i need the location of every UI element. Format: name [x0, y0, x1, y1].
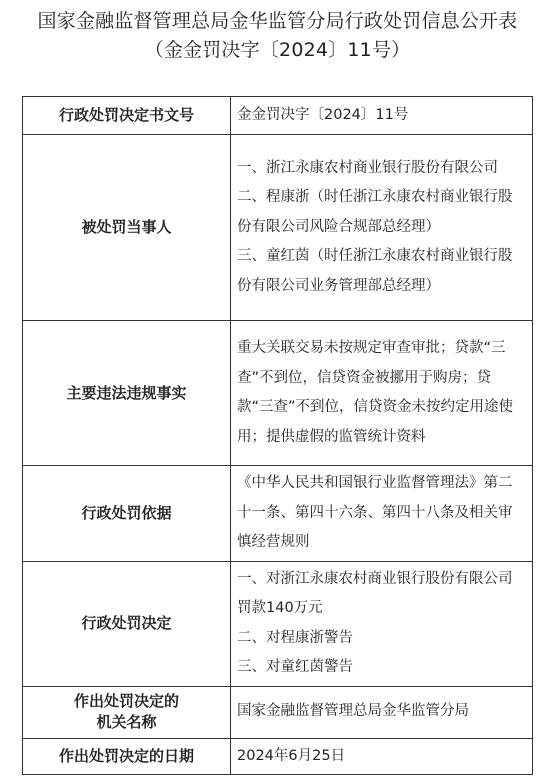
table-row [23, 321, 533, 466]
punished-party-1: 一、浙江永康农村商业银行股份有限公司 [237, 159, 498, 176]
table-row [23, 466, 533, 562]
row-value-penalty-decision [231, 561, 533, 686]
table-row [23, 97, 533, 135]
authority-name-text: 国家金融监督管理总局金华监管分局 [237, 703, 469, 720]
title-line-1: 国家金融监督管理总局金华监管分局行政处罚信息公开表 [37, 10, 518, 32]
punished-party-2: 二、程康浙（时任浙江永康农村商业银行股份有限公司风险合规部总经理） [237, 189, 513, 235]
table-row [23, 738, 533, 775]
row-label-penalty-decision: 行政处罚决定 [23, 561, 231, 686]
authority-label-line-2: 机关名称 [96, 713, 157, 731]
table-row [23, 135, 533, 321]
row-label-punished-party: 被处罚当事人 [23, 135, 231, 321]
violation-facts-text: 重大关联交易未按规定审查审批；贷款“三查”不到位，信贷资金被挪用于购房；贷款“三查”不到位，信贷资金未按约定用途使用；提供虚假的监管统计资料 [237, 340, 514, 445]
row-value-decision-number [231, 97, 533, 135]
legal-basis-text: 《中华人民共和国银行业监督管理法》第二十一条、第四十六条、第四十八条及相关审慎经营规则 [237, 475, 513, 550]
punished-party-3: 三、童红茵（时任浙江永康农村商业银行股份有限公司业务管理部总经理） [237, 248, 513, 294]
authority-label-line-1: 作出处罚决定的 [73, 692, 179, 710]
penalty-decision-1: 一、对浙江永康农村商业银行股份有限公司罚款140万元 [237, 570, 513, 616]
row-value-decision-date [231, 738, 533, 775]
table-row [23, 686, 533, 738]
decision-date-text: 2024年6月25日 [237, 747, 346, 764]
table-row [23, 561, 533, 686]
penalty-info-table [22, 96, 533, 775]
row-value-punished-party [231, 135, 533, 321]
decision-number-text: 金金罚决字〔2024〕11号 [237, 106, 409, 123]
title-line-2: （金金罚决字〔2024〕11号） [144, 39, 411, 61]
row-value-violation-facts [231, 321, 533, 466]
row-value-authority [231, 686, 533, 738]
row-label-legal-basis: 行政处罚依据 [23, 466, 231, 562]
penalty-decision-2: 二、对程康浙警告 [237, 629, 353, 646]
penalty-decision-3: 三、对童红茵警告 [237, 659, 353, 675]
row-label-decision-date: 作出处罚决定的日期 [23, 738, 231, 775]
row-label-violation-facts: 主要违法违规事实 [23, 321, 231, 466]
row-label-authority [23, 686, 231, 738]
page-title [0, 0, 555, 65]
row-label-decision-number: 行政处罚决定书文号 [23, 97, 231, 135]
row-value-legal-basis [231, 466, 533, 562]
